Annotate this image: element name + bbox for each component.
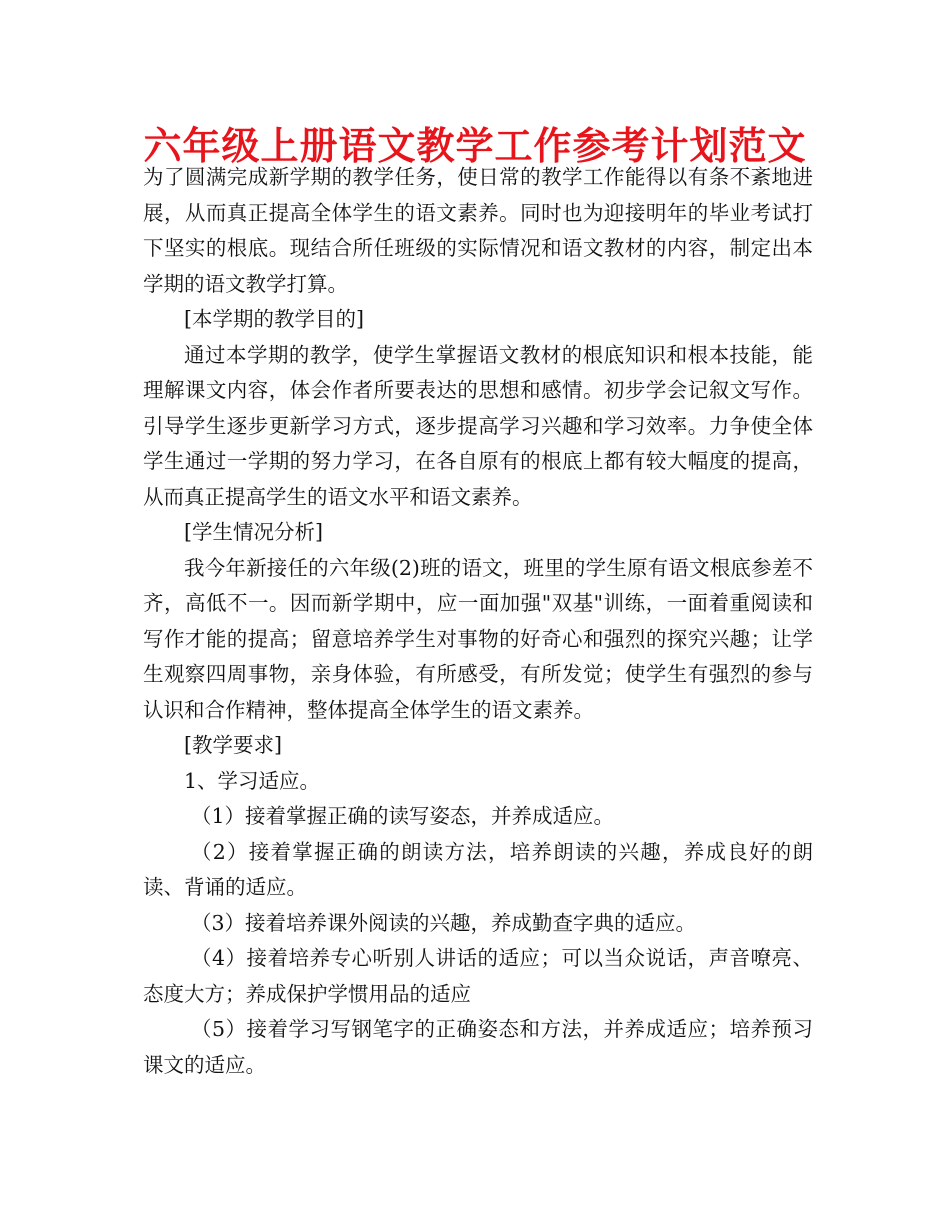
list-item-habit-4: （4）接着培养专心听别人讲话的适应；可以当众说话，声音嘹亮、态度大方；养成保护学惯用品的适应 [143,946,813,1006]
section-heading-requirements: [教学要求] [184,733,282,757]
section-heading-students: [学生情况分析] [184,520,323,544]
list-item-habit-3: （3）接着培养课外阅读的兴趣，养成勤查字典的适应。 [191,910,697,935]
paragraph-students: 我今年新接任的六年级(2)班的语文，班里的学生原有语文根底参差不齐，高低不一。因而新学期中，应一面加强"双基"训练，一面着重阅读和写作才能的提高；留意培养学生对事物的好奇心和强烈的探究兴趣；让学生观察四周事物，亲身体验，有所感受，有所发觉；使学生有强烈的参与认识和合作精神，整体提高全体学生的语文素养。 [143,555,813,722]
document-body [143,160,813,1083]
paragraph-intro: 为了圆满完成新学期的教学任务，使日常的教学工作能得以有条不紊地进展，从而真正提高全体学生的语文素养。同时也为迎接明年的毕业考试打下坚实的根底。现结合所任班级的实际情况和语文教材的内容，制定出本学期的语文教学打算。 [143,165,813,296]
section-heading-goals: [本学期的教学目的] [184,307,364,331]
document-title: 六年级上册语文教学工作参考计划范文 [143,124,807,168]
list-item-habit-1: （1）接着掌握正确的读写姿态，并养成适应。 [191,804,615,828]
paragraph-goals: 通过本学期的教学，使学生掌握语文教材的根底知识和根本技能，能理解课文内容，体会作者所要表达的思想和感情。初步学会记叙文写作。引导学生逐步更新学习方式，逐步提高学习兴趣和学习效率。力争使全体学生通过一学期的努力学习，在各自原有的根底上都有较大幅度的提高，从而真正提高学生的语文水平和语文素养。 [143,342,813,509]
list-item-habit-5: （5）接着学习写钢笔字的正确姿态和方法，并养成适应；培养预习课文的适应。 [143,1017,813,1077]
list-heading-habits: 1、学习适应。 [184,768,321,793]
list-item-habit-2: （2）接着掌握正确的朗读方法，培养朗读的兴趣，养成良好的朗读、背诵的适应。 [143,839,813,899]
